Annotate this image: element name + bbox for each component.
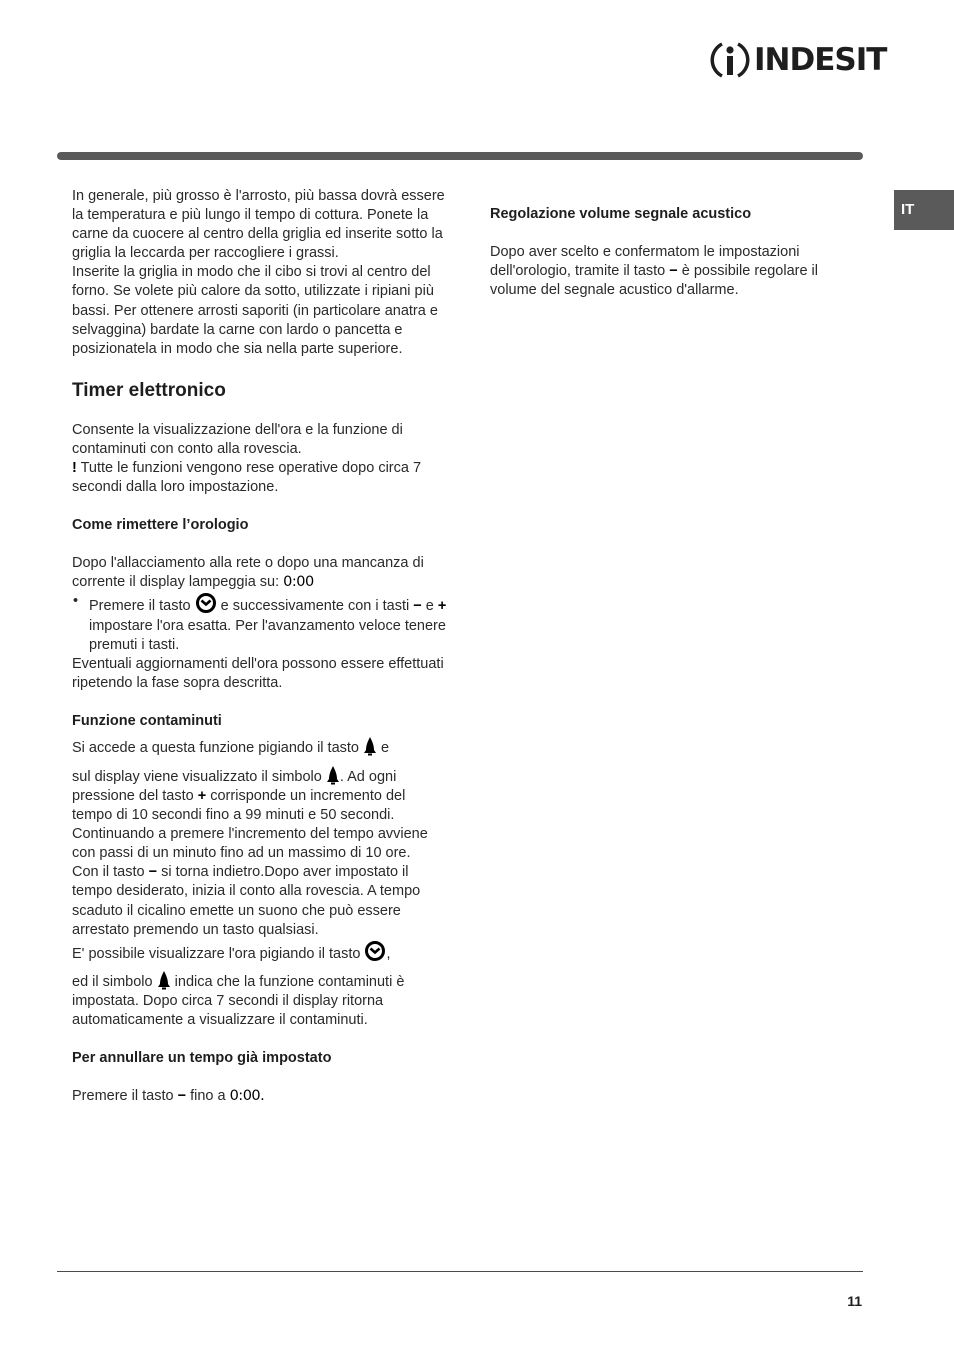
display-value: 0:00 [283,574,314,591]
cancel-paragraph [72,1087,447,1106]
plus-key-symbol: + [197,787,207,804]
display-value: 0:00. [229,1088,265,1104]
bell-icon [363,736,377,756]
minus-key-symbol: − [669,263,678,280]
intro-paragraph-2: Inserite la griglia in modo che il cibo si trovi al centro del forno. Se volete più calore da sotto, utilizzate i ripiani più bassi. Per ottenere arrosti saporiti (in particolare anatra e selvaggina) bardate la carne con lardo o pancetta e posizionatela in modo che sia nella parte superiore. [72,264,438,357]
volume-text-2: è possibile regolare il volume del segnale acustico d'allarme. [490,263,818,299]
timer-warning-text: Tutte le funzioni vengono rese operative dopo circa 7 secondi dalla loro impostazione. [72,460,422,496]
minus-key-symbol: − [177,1088,187,1104]
minute-minder-line-1 [72,736,447,759]
bell-icon [157,970,171,990]
clock-icon [195,592,217,614]
cm-text-9: , [386,945,391,962]
cm-text-11: indica che la funzione contaminuti è impostata. Dopo circa 7 secondi il display ritorna automaticamente a visualizzare il contaminuti. [72,973,405,1028]
cm-text-7: si torna indietro.Dopo aver impostato il tempo desiderato, inizia il conto alla rovescia. A tempo scaduto il cicalino emette un suono che può essere arrestato premendo un tasto qualsiasi. [72,864,421,938]
clock-bullet-text-2: e successivamente con i tasti [216,598,414,615]
subsection-title-minute-minder: Funzione contaminuti [72,712,222,729]
page-number: 11 [847,1293,862,1309]
clock-paragraph-2: Eventuali aggiornamenti dell'ora possono essere effettuati ripetendo la fase sopra descritta. [72,655,444,691]
clock-bullet [72,592,447,654]
clock-bullet-text-3: e [421,598,438,615]
warning-mark: ! [72,460,77,477]
clock-paragraph-1 [72,554,447,592]
section-title-timer: Timer elettronico [72,379,226,401]
minute-minder-clock [72,940,447,966]
minute-minder-symbol [72,970,447,1030]
cm-text-8: E' possibile visualizzare l'ora pigiando il tasto [72,945,365,962]
clock-bullet-text-4: impostare l'ora esatta. Per l'avanzamento veloce tenere premuti i tasti. [89,617,446,653]
subsection-title-volume: Regolazione volume segnale acustico [490,206,752,222]
cm-text-4: . Ad ogni pressione del tasto [72,768,397,804]
bullet-dot: • [73,593,79,610]
subsection-title-clock: Come rimettere l’orologio [72,517,249,534]
brand-name: INDESIT [754,42,887,78]
timer-description: Consente la visualizzazione dell'ora e la funzione di contaminuti con conto alla rovescia. [72,421,403,457]
volume-paragraph [490,243,858,300]
clock-icon [364,940,386,962]
cm-text-1: Si accede a questa funzione pigiando il tasto [72,739,364,756]
footer-rule [57,1271,863,1272]
subsection-title-cancel: Per annullare un tempo già impostato [72,1050,332,1066]
minute-minder-back [72,863,447,939]
clock-paragraph-1-text: Dopo l'allacciamento alla rete o dopo una mancanza di corrente il display lampeggia su: [72,555,424,591]
cm-text-10: ed il simbolo [72,973,157,990]
volume-text-1: Dopo aver scelto e confermatom le impostazioni dell'orologio, tramite il tasto [490,244,800,280]
language-tab: IT [894,190,954,230]
minus-key-symbol: − [413,598,422,615]
cm-text-3: sul display viene visualizzato il simbolo [72,768,326,785]
indesit-logo [710,38,887,82]
left-column [72,187,447,1106]
header-rule [57,152,863,160]
cancel-text-2: fino a [186,1088,230,1104]
right-column [490,205,858,300]
minus-key-symbol: − [148,864,158,881]
cm-text-5: corrisponde un incremento del tempo di 10 secondi fino a 99 minuti e 50 secondi. Continuando a premere l'incremento del tempo avviene con passi di un minuto fino ad un massimo di 10 ore. [72,787,428,862]
intro-paragraph-1: In generale, più grosso è l'arrosto, più bassa dovrà essere la temperatura e più lungo il tempo di cottura. Ponete la carne da cuocere al centro della griglia ed inserite sotto la griglia la leccarda per raccogliere i grassi. [72,188,445,262]
timer-warning [72,459,447,497]
clock-bullet-text-1: Premere il tasto [89,598,195,615]
cm-text-2: e [377,739,390,756]
cm-text-6: Con il tasto [72,864,149,881]
plus-key-symbol: + [437,598,447,615]
minute-minder-paragraph [72,765,447,863]
cancel-text-1: Premere il tasto [72,1088,178,1104]
indesit-logo-icon [710,38,750,82]
bell-icon [326,765,340,785]
